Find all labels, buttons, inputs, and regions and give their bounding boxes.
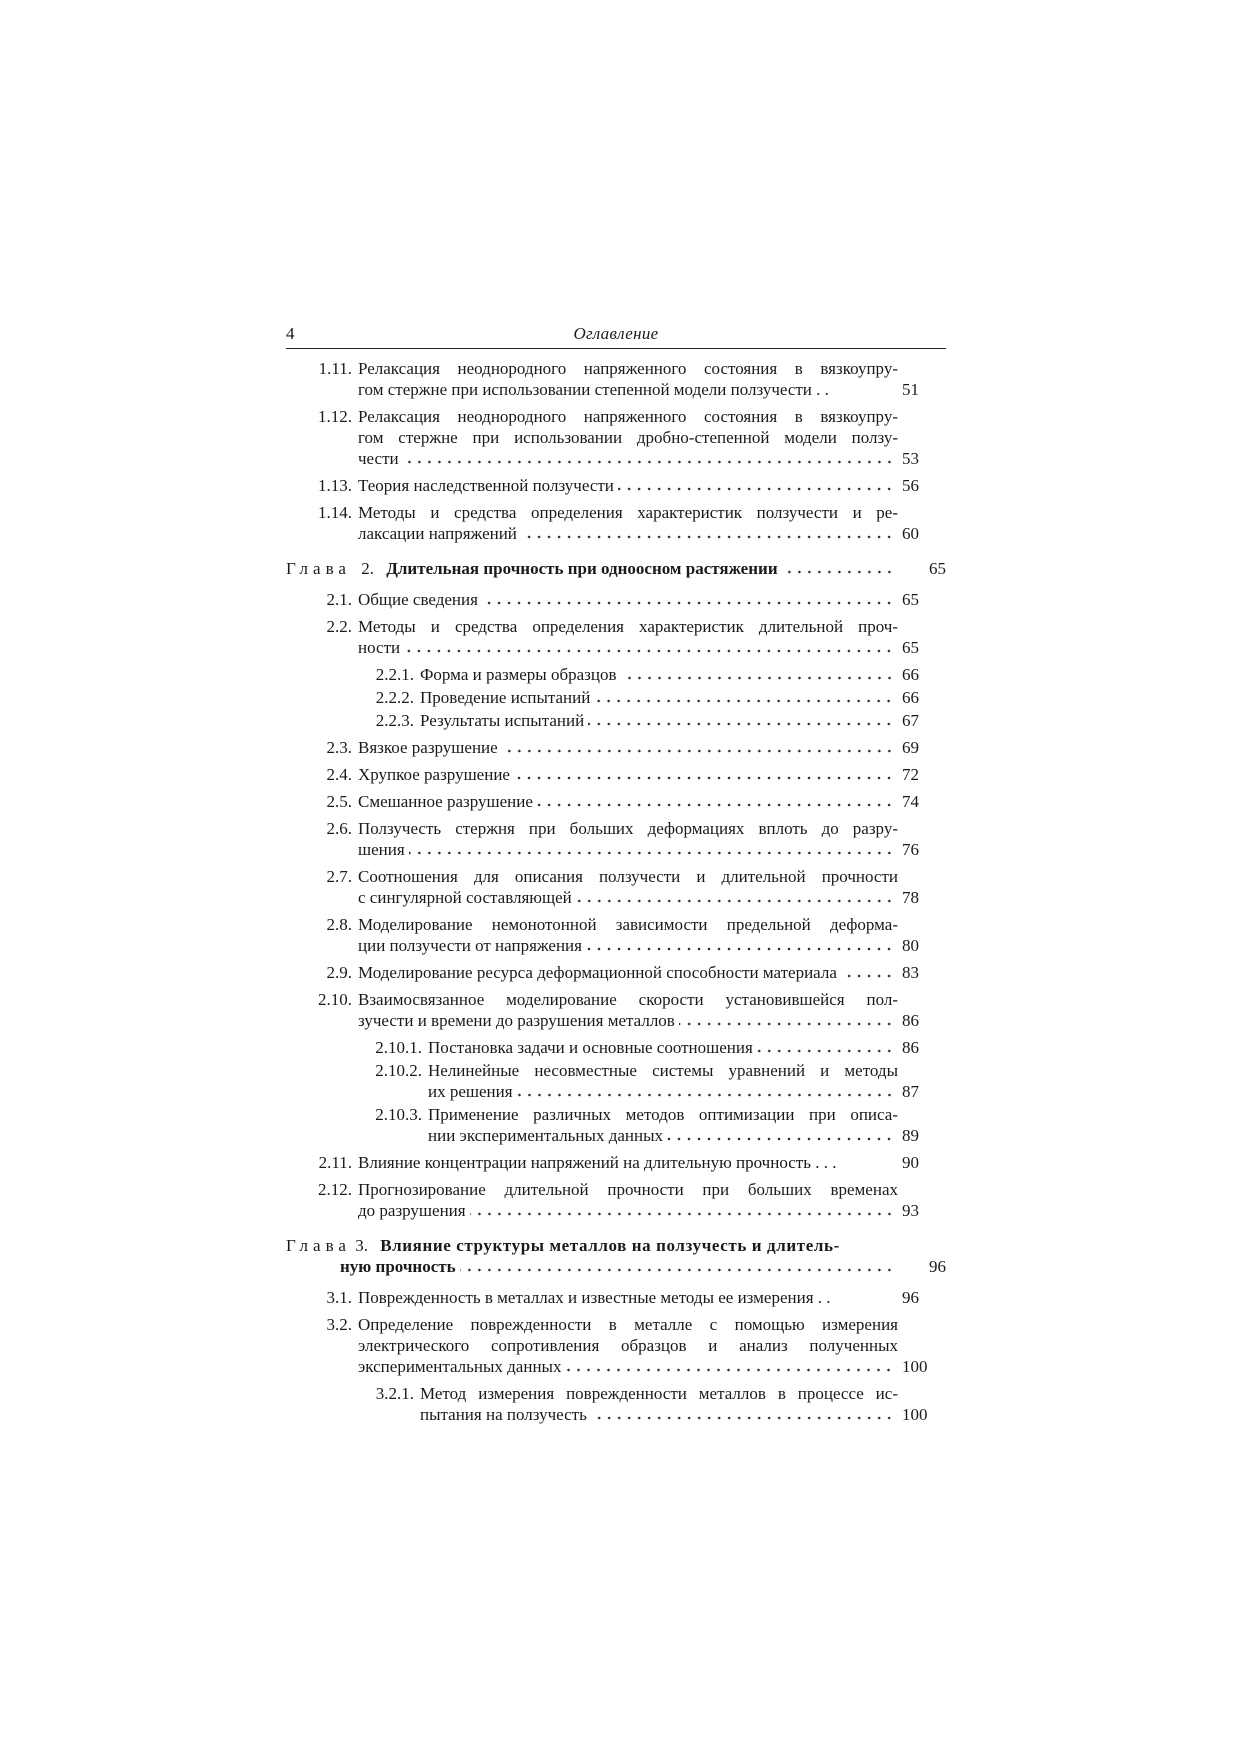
entry-title-line: Форма и размеры образцов [420, 665, 617, 684]
entry-number: 2.9. [326, 963, 352, 982]
entry-number: 1.12. [318, 407, 352, 426]
page-ref: 67 [902, 711, 919, 730]
toc-entry[interactable] [286, 710, 946, 731]
entry-number: 2.2.1. [375, 665, 414, 684]
entry-number: 3.2. [326, 1315, 352, 1334]
toc-entry[interactable] [286, 737, 946, 758]
dot-leader [521, 535, 894, 539]
dot-leader [841, 974, 894, 978]
entry-title-line: Вязкое разрушение [358, 738, 498, 757]
toc-entry[interactable] [286, 764, 946, 785]
entry-title-line: нии экспериментальных данных [428, 1126, 664, 1145]
entry-number: 2.12. [318, 1180, 352, 1199]
entry-number: 2.1. [326, 590, 352, 609]
entry-number: 1.11. [318, 359, 352, 378]
chapter-number: 3. [355, 1236, 368, 1255]
entry-title-line: ности [358, 638, 401, 657]
toc-entry[interactable] [286, 664, 946, 685]
entry-title-line: Моделирование немонотонной зависимости предельной деформа- [358, 915, 898, 934]
entry-title-line: с сингулярной составляющей [358, 888, 572, 907]
page-ref: 86 [902, 1038, 919, 1057]
chapter-title-line-2: ную прочность [340, 1257, 456, 1276]
page-ref: 51 [902, 380, 919, 399]
dot-leader [586, 947, 894, 951]
toc-entry[interactable] [286, 818, 946, 860]
toc-entry[interactable] [286, 687, 946, 708]
toc-entry[interactable] [286, 1314, 946, 1377]
entry-number: 2.4. [326, 765, 352, 784]
dot-leader [502, 749, 894, 753]
page-ref: 78 [902, 888, 919, 907]
entry-title-line: Результаты испытаний [420, 711, 585, 730]
page-ref: 90 [902, 1153, 919, 1172]
entry-title-line: Нелинейные несовместные системы уравнений и методы [428, 1061, 898, 1080]
dot-leader [594, 699, 894, 703]
entry-title-line: их решения [428, 1082, 513, 1101]
dot-leader [470, 1212, 894, 1216]
toc-entry[interactable] [286, 1037, 946, 1058]
dot-leader [679, 1022, 894, 1026]
entry-title-line: Релаксация неоднородного напряженного состояния в вязкоупру- [358, 407, 898, 426]
chapter-number: 2. [361, 559, 374, 578]
entry-number: 2.10.1. [375, 1038, 422, 1057]
chapter-label: Глава [286, 1236, 351, 1255]
entry-title-line: пытания на ползучесть [420, 1405, 587, 1424]
entry-title-line: ции ползучести от напряжения [358, 936, 582, 955]
page-ref: 100 [902, 1405, 928, 1424]
page-ref: 65 [929, 559, 946, 578]
dot-leader [404, 649, 894, 653]
entry-title-line: зучести и времени до разрушения металлов [358, 1011, 675, 1030]
toc-entry[interactable] [286, 1060, 946, 1102]
toc-entry[interactable] [286, 1104, 946, 1146]
page-ref: 96 [902, 1288, 919, 1307]
entry-title-line: гом стержне при использовании дробно-степенной модели ползу- [358, 428, 898, 447]
dot-leader [517, 1093, 894, 1097]
entry-number: 2.10. [318, 990, 352, 1009]
page-ref: 74 [902, 792, 919, 811]
toc-entry[interactable] [286, 502, 946, 544]
entry-title-line: Определение поврежденности в металле с помощью измерения [358, 1315, 898, 1334]
page-ref: 80 [902, 936, 919, 955]
dot-leader [757, 1049, 894, 1053]
dot-leader [537, 803, 894, 807]
chapter-2-heading[interactable] [286, 558, 946, 579]
dot-leader [591, 1416, 894, 1420]
entry-title-line: Хрупкое разрушение [358, 765, 510, 784]
dot-leader [482, 601, 894, 605]
entry-title-line: Методы и средства определения характеристик длительной проч- [358, 617, 898, 636]
toc-entry[interactable] [286, 1152, 946, 1173]
entry-title-line: Релаксация неоднородного напряженного состояния в вязкоупру- [358, 359, 898, 378]
entry-number: 2.3. [326, 738, 352, 757]
chapter-title-line-1: Влияние структуры металлов на ползучесть и длитель- [380, 1236, 840, 1255]
dot-leader [514, 776, 894, 780]
dot-leader [618, 487, 894, 491]
toc-entry[interactable] [286, 791, 946, 812]
entry-title-line: Соотношения для описания ползучести и длительной прочности [358, 867, 898, 886]
toc-entry[interactable] [286, 475, 946, 496]
page-ref: 65 [902, 638, 919, 657]
entry-title-line: Метод измерения поврежденности металлов в процессе ис- [420, 1384, 898, 1403]
entry-title-line: электрического сопротивления образцов и анализ полученных [358, 1336, 898, 1355]
entry-number: 1.14. [318, 503, 352, 522]
page-ref: 69 [902, 738, 919, 757]
page-header [286, 318, 946, 349]
entry-number: 2.10.2. [375, 1061, 422, 1080]
entry-title-line: Влияние концентрации напряжений на длительную прочность . . . [358, 1153, 837, 1172]
chapter-2-entries [286, 589, 946, 1221]
toc-entry[interactable] [286, 1179, 946, 1221]
chapter-title: Длительная прочность при одноосном растяжении [386, 559, 778, 578]
page-number: 4 [286, 324, 295, 343]
entry-number: 2.10.3. [375, 1105, 422, 1124]
page-ref: 87 [902, 1082, 919, 1101]
entry-title-line: Поврежденность в металлах и известные методы ее измерения . . [358, 1288, 831, 1307]
toc-entry[interactable] [286, 866, 946, 908]
toc-entry[interactable] [286, 914, 946, 956]
entry-title-line: шения [358, 840, 405, 859]
entry-title-line: лаксации напряжений [358, 524, 517, 543]
table-of-contents [286, 358, 946, 1431]
dot-leader [565, 1368, 894, 1372]
entry-title-line: Постановка задачи и основные соотношения [428, 1038, 753, 1057]
toc-entry[interactable] [286, 358, 946, 400]
entry-title-line: Теория наследственной ползучести [358, 476, 614, 495]
page-ref: 89 [902, 1126, 919, 1145]
entry-number: 2.2. [326, 617, 352, 636]
entry-number: 2.7. [326, 867, 352, 886]
entry-title-line: Смешанное разрушение [358, 792, 533, 811]
dot-leader [588, 722, 894, 726]
entry-number: 2.2.3. [375, 711, 414, 730]
entry-number: 2.8. [326, 915, 352, 934]
page-ref: 96 [929, 1257, 946, 1276]
entry-title-line: гом стержне при использовании степенной модели ползучести . . [358, 380, 829, 399]
entry-title-line: Прогнозирование длительной прочности при больших временах [358, 1180, 898, 1199]
running-title: Оглавление [573, 324, 659, 343]
page-ref: 86 [902, 1011, 919, 1030]
entry-number: 2.5. [326, 792, 352, 811]
toc-entry[interactable] [286, 616, 946, 658]
toc-entry[interactable] [286, 1287, 946, 1308]
entry-title-line: Методы и средства определения характеристик ползучести и ре- [358, 503, 898, 522]
dot-leader [460, 1268, 894, 1272]
dot-leader [667, 1137, 894, 1141]
entry-title-line: Ползучесть стержня при больших деформациях вплоть до разру- [358, 819, 898, 838]
dot-leader [576, 899, 894, 903]
entry-title-line: до разрушения [358, 1201, 466, 1220]
page-ref: 72 [902, 765, 919, 784]
page-ref: 65 [902, 590, 919, 609]
dot-leader [782, 570, 894, 574]
chapter-3-entries [286, 1287, 946, 1425]
chapter-3-heading[interactable] [286, 1235, 946, 1277]
toc-entry[interactable] [286, 1383, 946, 1425]
dot-leader [403, 460, 894, 464]
page-ref: 60 [902, 524, 919, 543]
entry-title-line: Моделирование ресурса деформационной способности материала [358, 963, 837, 982]
toc-entry[interactable] [286, 589, 946, 610]
page-ref: 100 [902, 1357, 928, 1376]
dot-leader [621, 676, 895, 680]
entry-title-line: чести [358, 449, 399, 468]
toc-entry[interactable] [286, 989, 946, 1031]
toc-entry[interactable] [286, 406, 946, 469]
page-ref: 56 [902, 476, 919, 495]
section-1-entries [286, 358, 946, 544]
entry-number: 2.11. [318, 1153, 352, 1172]
page-ref: 93 [902, 1201, 919, 1220]
entry-title-line: Применение различных методов оптимизации при описа- [428, 1105, 898, 1124]
entry-title-line: Общие сведения [358, 590, 478, 609]
entry-number: 2.6. [326, 819, 352, 838]
chapter-label: Глава [286, 559, 351, 578]
entry-title-line: Взаимосвязанное моделирование скорости установившейся пол- [358, 990, 898, 1009]
page-ref: 66 [902, 688, 919, 707]
page-ref: 76 [902, 840, 919, 859]
page-ref: 66 [902, 665, 919, 684]
entry-number: 3.1. [326, 1288, 352, 1307]
dot-leader [409, 851, 894, 855]
entry-title-line: экспериментальных данных [358, 1357, 562, 1376]
page-ref: 53 [902, 449, 919, 468]
entry-number: 2.2.2. [375, 688, 414, 707]
page-ref: 83 [902, 963, 919, 982]
entry-title-line: Проведение испытаний [420, 688, 591, 707]
entry-number: 1.13. [318, 476, 352, 495]
entry-number: 3.2.1. [375, 1384, 414, 1403]
toc-entry[interactable] [286, 962, 946, 983]
